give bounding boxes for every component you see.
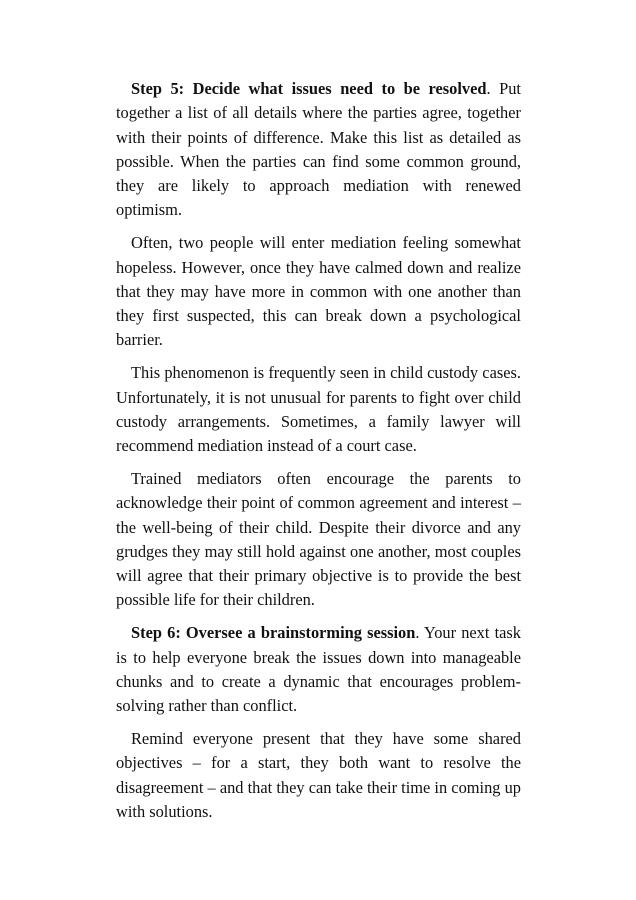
paragraph-mediators bbox=[116, 467, 521, 613]
paragraph-hopeless bbox=[116, 231, 521, 352]
paragraph-custody bbox=[116, 361, 521, 458]
paragraph-text: Remind everyone present that they have some shared objectives – for a start, they both want to resolve the disagreement – and that they can take their time in coming up with solutions. bbox=[116, 728, 521, 821]
step-5-heading: Step 5: Decide what issues need to be resolved bbox=[131, 79, 487, 98]
paragraph-step-5 bbox=[116, 77, 521, 223]
step-6-heading: Step 6: Oversee a brainstorming session bbox=[131, 623, 416, 643]
step-6-text: . Your next task is to help everyone break the issues down into manageable chunks and to create a dynamic that encourages problem-solving rather than conflict. bbox=[116, 623, 521, 716]
step-5-text: . Put together a list of all details where the parties agree, together with their points of difference. Make this list as detailed as possible. When the parties can find some common ground, they are likely to approach mediation with renewed optimism. bbox=[116, 79, 521, 220]
paragraph-text: Trained mediators often encourage the parents to acknowledge their point of common agreement and interest – the well-being of their child. Despite their divorce and any grudges they may still hold against one another, most couples will agree that their primary objective is to provide the best possible life for their children. bbox=[116, 468, 521, 610]
paragraph-text: Often, two people will enter mediation feeling somewhat hopeless. However, once they have calmed down and realize that they may have more in common with one another than they first suspected, this can break down a psychological barrier. bbox=[116, 233, 521, 350]
paragraph-step-6 bbox=[116, 621, 521, 718]
paragraph-remind bbox=[116, 727, 521, 824]
paragraph-text: This phenomenon is frequently seen in child custody cases. Unfortunately, it is not unusual for parents to fight over child custody arrangements. Sometimes, a family lawyer will recommend mediation instead of a court case. bbox=[116, 363, 521, 456]
document-page bbox=[116, 77, 521, 833]
